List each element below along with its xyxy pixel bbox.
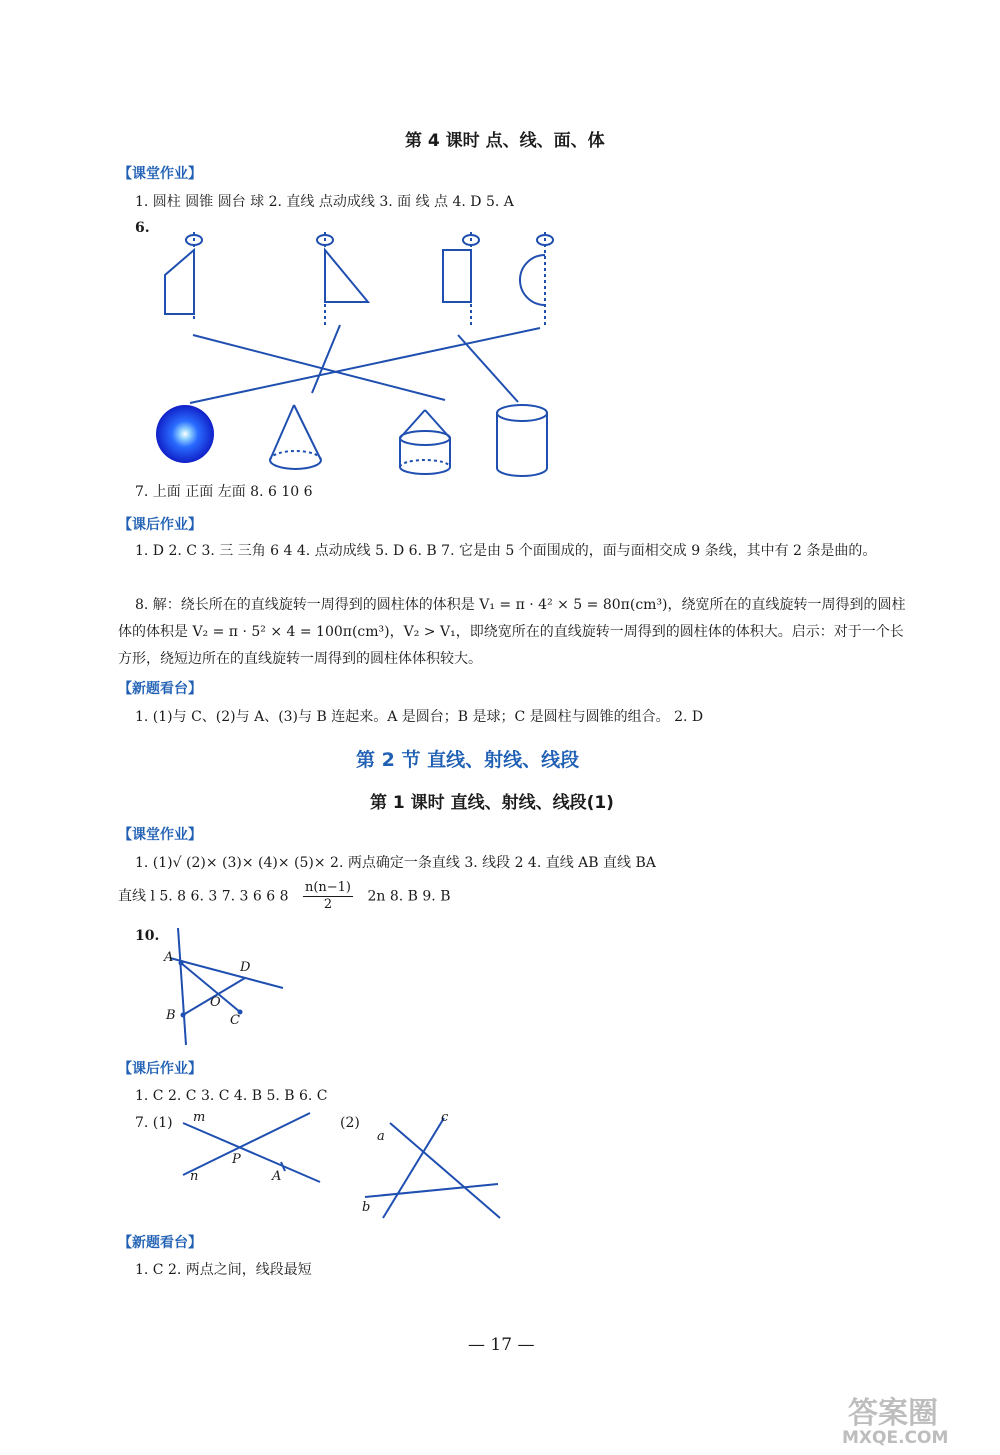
- answer-line: 1. (1)√ (2)× (3)× (4)× (5)× 2. 两点确定一条直线 3. 线段 2 4. 直线 AB 直线 BA: [135, 855, 656, 871]
- point-label: C: [230, 1013, 240, 1028]
- fraction-numerator: n(n−1): [304, 880, 352, 895]
- new-question-tag: 【新题看台】: [118, 1235, 202, 1251]
- line-m: [183, 1123, 320, 1182]
- point-label: O: [210, 995, 221, 1010]
- after-class-tag: 【课后作业】: [118, 517, 202, 533]
- answer-paragraph: 8. 解：绕长所在的直线旋转一周得到的圆柱体的体积是 V₁ = π · 4² × 5 = 80π(cm³)，绕宽所在的直线旋转一周得到的圆柱体的体积是 V₂ = π · 5² × 4 = 100π(cm³)，V₂ > V₁，即绕宽所在的直线旋转一周得到的圆柱体的体积大。启示：对于一个长方形，绕短边所在的直线旋转一周得到的圆柱体体积较大。: [118, 597, 906, 667]
- question-number: 6.: [135, 220, 150, 236]
- answer-line: 7. 上面 正面 左面 8. 6 10 6: [135, 484, 313, 500]
- point-label: B: [166, 1008, 176, 1023]
- line-label: a: [377, 1129, 385, 1144]
- answer-line: 1. C 2. 两点之间，线段最短: [135, 1262, 312, 1278]
- point-label: P: [232, 1152, 241, 1167]
- fraction-denominator: 2: [323, 897, 333, 912]
- lesson1-title: 第 1 课时 直线、射线、线段(1): [370, 793, 614, 813]
- point-label: D: [240, 960, 251, 975]
- line-label: m: [193, 1110, 206, 1125]
- point-label: A: [272, 1169, 282, 1184]
- line-label: n: [190, 1169, 199, 1184]
- new-question-tag: 【新题看台】: [118, 681, 202, 697]
- line-label: c: [441, 1110, 449, 1125]
- answer-line: 1. C 2. C 3. C 4. B 5. B 6. C: [135, 1088, 328, 1104]
- watermark-url: MXQE.COM: [842, 1428, 949, 1448]
- page-number: — 17 —: [468, 1335, 535, 1355]
- question-part: (2): [340, 1115, 360, 1131]
- lesson4-title: 第 4 课时 点、线、面、体: [405, 131, 605, 151]
- answer-paragraph: 1. D 2. C 3. 三 三角 6 4 4. 点动成线 5. D 6. B 7. 它是由 5 个面围成的，面与面相交成 9 条线，其中有 2 条是曲的。: [135, 543, 877, 559]
- line-label: b: [362, 1200, 371, 1215]
- point-label: A: [164, 950, 174, 965]
- answer-text: 直线 l 5. 8 6. 3 7. 3 6 6 8: [118, 888, 289, 905]
- answer-line: 1. 圆柱 圆锥 圆台 球 2. 直线 点动成线 3. 面 线 点 4. D 5. A: [135, 194, 514, 210]
- class-work-tag: 【课堂作业】: [118, 166, 202, 182]
- question-number: 10.: [135, 928, 160, 944]
- line-b: [365, 1184, 498, 1197]
- answer-text: 2n 8. B 9. B: [367, 888, 451, 905]
- question-number: 7. (1): [135, 1115, 173, 1131]
- line-a: [390, 1123, 500, 1218]
- watermark-logo: 答案圈: [848, 1396, 938, 1431]
- answer-line: 1. (1)与 C、(2)与 A、(3)与 B 连起来。A 是圆台；B 是球；C 是圆柱与圆锥的组合。 2. D: [135, 709, 704, 725]
- section-title: 第 2 节 直线、射线、线段: [356, 749, 580, 771]
- line-c: [383, 1118, 444, 1218]
- class-work-tag: 【课堂作业】: [118, 827, 202, 843]
- after-class-tag: 【课后作业】: [118, 1061, 202, 1077]
